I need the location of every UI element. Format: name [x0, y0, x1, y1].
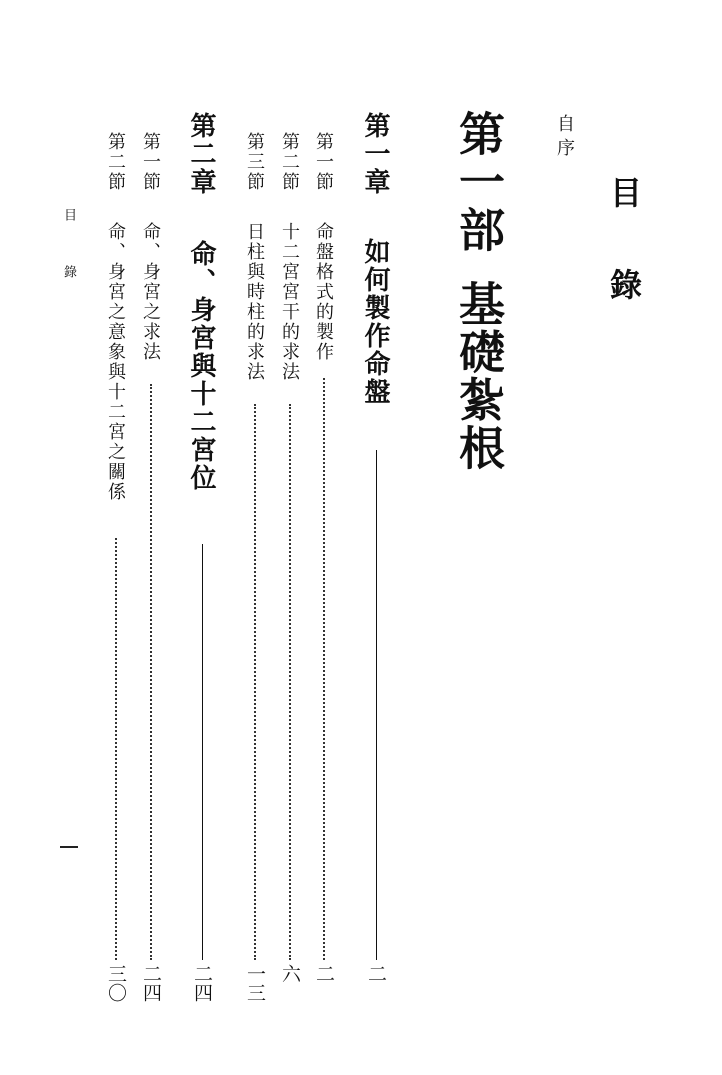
section-1-1-leader: [323, 378, 327, 960]
section-1-3-page: 一三: [244, 964, 266, 1002]
section-1-3-title[interactable]: 日柱與時柱的求法: [244, 222, 265, 382]
part-heading: [452, 110, 506, 472]
section-2-2-label: 第二節: [105, 132, 126, 192]
section-2-2-title[interactable]: 命、身宮之意象與十二宮之關係: [105, 222, 126, 502]
preface-entry[interactable]: 自序: [554, 114, 575, 162]
section-2-1-leader: [150, 384, 154, 960]
page-number: [60, 846, 78, 848]
section-1-1-title[interactable]: 命盤格式的製作: [313, 222, 334, 362]
section-2-1-title[interactable]: 命、身宮之求法: [140, 222, 161, 362]
toc-title: 目錄: [605, 176, 643, 360]
chapter-2-page: 二四: [191, 964, 213, 1002]
part-label: 第一部: [452, 110, 506, 254]
chapter-2-label: 第二章: [186, 112, 216, 196]
section-2-2-page: 三〇: [105, 964, 127, 1002]
chapter-2-leader: [202, 544, 203, 960]
section-1-2-label: 第二節: [279, 132, 300, 192]
chapter-1-title[interactable]: 如何製作命盤: [360, 238, 390, 406]
part-title: 基礎紮根: [452, 280, 506, 472]
section-1-3-leader: [254, 404, 258, 960]
chapter-1-label: 第一章: [360, 112, 390, 196]
section-1-1-label: 第一節: [313, 132, 334, 192]
section-2-1-page: 二四: [140, 964, 162, 1002]
section-2-1-label: 第一節: [140, 132, 161, 192]
section-1-2-leader: [289, 404, 293, 960]
section-2-2-leader: [115, 538, 119, 960]
chapter-1-leader: [376, 450, 377, 960]
section-1-1-page: 二: [313, 964, 335, 983]
section-1-2-page: 六: [279, 964, 301, 983]
chapter-1-page: 二: [365, 964, 387, 983]
section-1-2-title[interactable]: 十二宮宮干的求法: [279, 222, 300, 382]
chapter-2-title[interactable]: 命、身宮與十二宮位: [186, 240, 216, 492]
running-title: 目錄: [61, 208, 76, 322]
section-1-3-label: 第三節: [244, 132, 265, 192]
